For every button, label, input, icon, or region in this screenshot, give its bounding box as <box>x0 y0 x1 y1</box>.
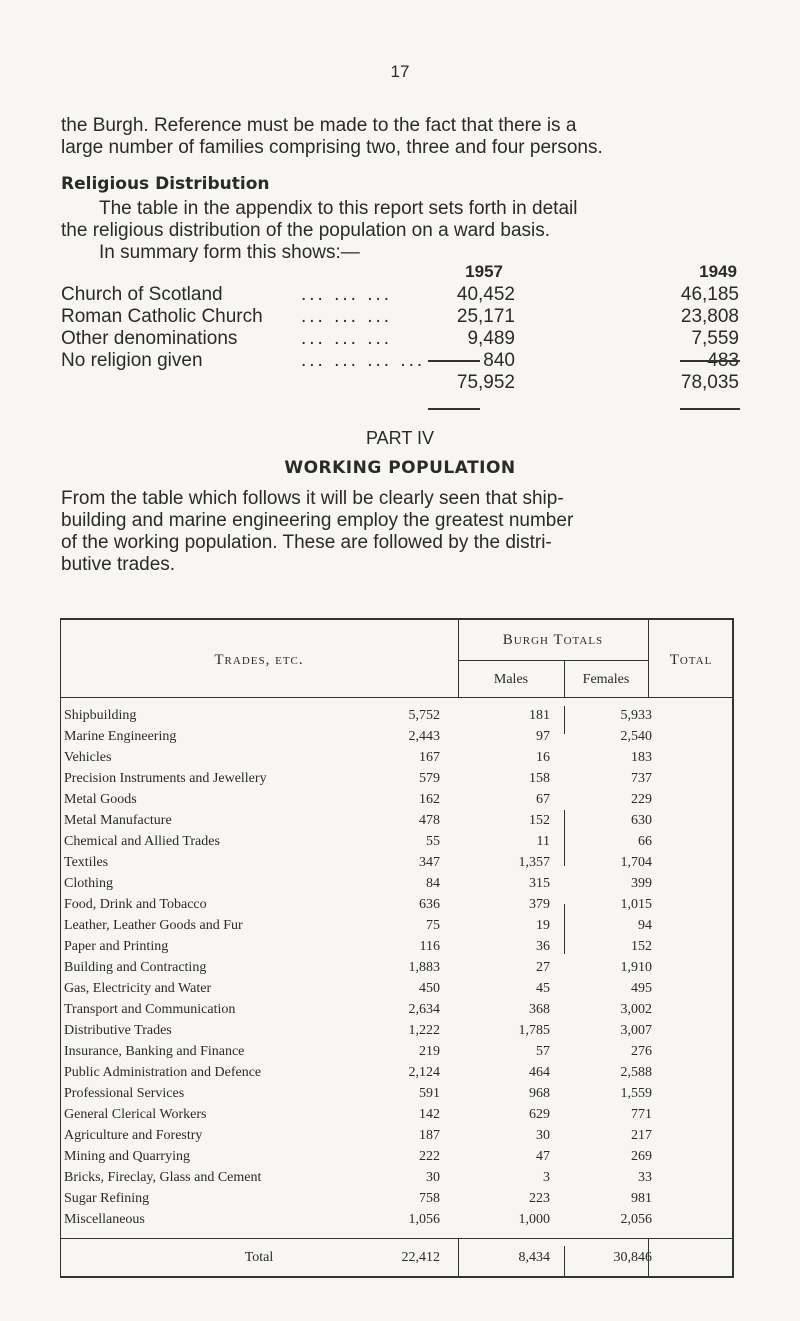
total-value: 399 <box>631 876 652 891</box>
males-value: 1,222 <box>408 1023 440 1038</box>
total-value: 3,007 <box>620 1023 652 1038</box>
intro-line-1: the Burgh. Reference must be made to the fact that there is a <box>61 115 577 136</box>
females-value: 45 <box>536 981 550 996</box>
religious-total-row <box>61 372 741 394</box>
trade-name: Paper and Printing <box>64 939 169 954</box>
females-value: 16 <box>536 750 550 765</box>
total-rule-1957 <box>428 408 480 410</box>
subtotal-rule-1957 <box>428 360 480 362</box>
trade-name: Textiles <box>64 855 109 870</box>
page-number: 17 <box>390 62 410 81</box>
total-value: 152 <box>631 939 652 954</box>
males-value: 84 <box>426 876 440 891</box>
males-value: 222 <box>419 1149 440 1164</box>
total-value: 269 <box>631 1149 652 1164</box>
males-value: 579 <box>419 771 440 786</box>
intro-line-2: large number of families comprising two, three and four persons. <box>61 137 603 158</box>
religious-heading: Religious Distribution <box>61 174 270 194</box>
trade-name: Shipbuilding <box>64 708 137 723</box>
table-total-row <box>60 1250 734 1269</box>
males-value: 167 <box>419 750 440 765</box>
males-value: 55 <box>426 834 440 849</box>
religious-text-2: the religious distribution of the population on a ward basis. <box>61 220 551 241</box>
religious-row <box>61 350 741 372</box>
trade-name: Chemical and Allied Trades <box>64 834 220 849</box>
part-subtitle: WORKING POPULATION <box>284 458 516 478</box>
females-value: 67 <box>536 792 550 807</box>
total-value: 5,933 <box>620 708 652 723</box>
total-value: 981 <box>631 1191 652 1206</box>
religious-label: Church of Scotland <box>61 284 223 305</box>
males-value: 591 <box>419 1086 440 1101</box>
males-value: 347 <box>419 855 440 870</box>
table-row <box>60 918 734 937</box>
table-row <box>60 939 734 958</box>
females-value: 47 <box>536 1149 550 1164</box>
religious-label: Roman Catholic Church <box>61 306 263 327</box>
females-value: 30 <box>536 1128 550 1143</box>
trade-name: Building and Contracting <box>64 960 207 975</box>
trade-name: Metal Manufacture <box>64 813 172 828</box>
table-row <box>60 750 734 769</box>
trade-name: Leather, Leather Goods and Fur <box>64 918 243 933</box>
table-row <box>60 1002 734 1021</box>
table-row <box>60 897 734 916</box>
females-value: 19 <box>536 918 550 933</box>
table-row <box>60 876 734 895</box>
trade-name: General Clerical Workers <box>64 1107 207 1122</box>
part-text-1: From the table which follows it will be clearly seen that ship- <box>61 488 564 509</box>
total-1949: 78,035 <box>680 372 739 393</box>
trade-name: Agriculture and Forestry <box>64 1128 203 1143</box>
part-text-4: butive trades. <box>61 554 176 575</box>
table-row <box>60 792 734 811</box>
table-row <box>60 1170 734 1189</box>
trade-name: Clothing <box>64 876 114 891</box>
trade-name: Miscellaneous <box>64 1212 145 1227</box>
table-top-border <box>60 618 734 620</box>
subtotal-rule-1949 <box>680 360 740 362</box>
males-value: 2,634 <box>408 1002 440 1017</box>
religious-label: Other denominations <box>61 328 238 349</box>
col-total-header: Total <box>669 652 713 668</box>
trade-name: Gas, Electricity and Water <box>64 981 212 996</box>
females-value: 1,000 <box>518 1212 550 1227</box>
total-all: 30,846 <box>613 1250 652 1265</box>
table-row <box>60 771 734 790</box>
total-1957: 75,952 <box>456 372 515 393</box>
table-row <box>60 813 734 832</box>
females-value: 3 <box>543 1170 550 1185</box>
table-row <box>60 708 734 727</box>
males-value: 116 <box>419 939 440 954</box>
total-value: 183 <box>631 750 652 765</box>
males-value: 142 <box>419 1107 440 1122</box>
females-value: 11 <box>536 834 550 849</box>
females-value: 368 <box>529 1002 550 1017</box>
value-1949: 23,808 <box>680 306 739 327</box>
part-title: PART IV <box>365 428 435 448</box>
table-row <box>60 1128 734 1147</box>
trade-name: Distributive Trades <box>64 1023 172 1038</box>
religious-text-1: The table in the appendix to this report sets forth in detail <box>99 198 578 219</box>
males-value: 2,124 <box>408 1065 440 1080</box>
col-1957: 1957 <box>465 262 503 281</box>
males-value: 75 <box>426 918 440 933</box>
leader-dots: ... ... ... <box>301 328 393 349</box>
value-1949: 483 <box>707 350 739 371</box>
col-trades-header: Trades, etc. <box>214 652 304 668</box>
col-females-header: Females <box>582 672 630 687</box>
table-row <box>60 855 734 874</box>
col-1949: 1949 <box>699 262 737 281</box>
header-bottom-rule <box>60 697 734 698</box>
table-row <box>60 1065 734 1084</box>
females-value: 464 <box>529 1065 550 1080</box>
total-value: 495 <box>631 981 652 996</box>
religious-row <box>61 284 741 306</box>
males-value: 162 <box>419 792 440 807</box>
col-males-header: Males <box>493 672 529 687</box>
trade-name: Public Administration and Defence <box>64 1065 262 1080</box>
religious-row <box>61 306 741 328</box>
table-row <box>60 1023 734 1042</box>
religious-column-headers <box>61 262 741 284</box>
trade-name: Precision Instruments and Jewellery <box>64 771 267 786</box>
trade-name: Transport and Communication <box>64 1002 236 1017</box>
total-value: 1,910 <box>620 960 652 975</box>
males-value: 187 <box>419 1128 440 1143</box>
trade-name: Food, Drink and Tobacco <box>64 897 207 912</box>
col-burgh-totals-header: Burgh Totals <box>502 632 604 648</box>
table-row <box>60 1107 734 1126</box>
part-text-3: of the working population. These are followed by the distri- <box>61 532 552 553</box>
females-value: 152 <box>529 813 550 828</box>
table-row <box>60 834 734 853</box>
leader-dots: ... ... ... <box>301 284 393 305</box>
total-value: 66 <box>638 834 652 849</box>
value-1957: 9,489 <box>467 328 515 349</box>
trade-name: Bricks, Fireclay, Glass and Cement <box>64 1170 262 1185</box>
females-value: 57 <box>536 1044 550 1059</box>
trade-name: Insurance, Banking and Finance <box>64 1044 245 1059</box>
table-row <box>60 981 734 1000</box>
total-rule-1949 <box>680 408 740 410</box>
religious-text-3: In summary form this shows:— <box>99 242 360 263</box>
table-row <box>60 1149 734 1168</box>
table-row <box>60 1044 734 1063</box>
females-value: 379 <box>529 897 550 912</box>
total-top-rule <box>60 1238 734 1239</box>
trade-name: Professional Services <box>64 1086 185 1101</box>
trade-name: Sugar Refining <box>64 1191 150 1206</box>
total-females: 8,434 <box>518 1250 550 1265</box>
trade-name: Marine Engineering <box>64 729 177 744</box>
total-value: 217 <box>631 1128 652 1143</box>
males-value: 219 <box>419 1044 440 1059</box>
females-value: 27 <box>536 960 550 975</box>
total-value: 2,056 <box>620 1212 652 1227</box>
total-value: 33 <box>638 1170 652 1185</box>
males-value: 758 <box>419 1191 440 1206</box>
table-row <box>60 1191 734 1210</box>
females-value: 36 <box>536 939 550 954</box>
males-value: 1,883 <box>408 960 440 975</box>
table-row <box>60 1086 734 1105</box>
total-value: 737 <box>631 771 652 786</box>
table-bottom-border <box>60 1276 734 1278</box>
males-value: 636 <box>419 897 440 912</box>
females-value: 315 <box>529 876 550 891</box>
total-value: 1,704 <box>620 855 652 870</box>
males-value: 450 <box>419 981 440 996</box>
part-text-2: building and marine engineering employ the greatest number <box>61 510 574 531</box>
value-1957: 840 <box>483 350 515 371</box>
males-value: 30 <box>426 1170 440 1185</box>
trade-name: Vehicles <box>64 750 112 765</box>
females-value: 158 <box>529 771 550 786</box>
total-label: Total <box>244 1250 274 1265</box>
value-1949: 46,185 <box>680 284 739 305</box>
females-value: 223 <box>529 1191 550 1206</box>
females-value: 97 <box>536 729 550 744</box>
females-value: 968 <box>529 1086 550 1101</box>
females-value: 629 <box>529 1107 550 1122</box>
religious-row <box>61 328 741 350</box>
total-value: 630 <box>631 813 652 828</box>
total-value: 2,540 <box>620 729 652 744</box>
females-value: 1,785 <box>518 1023 550 1038</box>
total-value: 3,002 <box>620 1002 652 1017</box>
males-value: 5,752 <box>408 708 440 723</box>
value-1957: 40,452 <box>456 284 515 305</box>
trade-name: Mining and Quarrying <box>64 1149 190 1164</box>
total-value: 1,015 <box>620 897 652 912</box>
table-row <box>60 1212 734 1231</box>
males-value: 1,056 <box>408 1212 440 1227</box>
males-value: 2,443 <box>408 729 440 744</box>
total-value: 771 <box>631 1107 652 1122</box>
leader-dots: ... ... ... ... <box>301 350 426 371</box>
value-1957: 25,171 <box>456 306 515 327</box>
value-1949: 7,559 <box>691 328 739 349</box>
total-value: 229 <box>631 792 652 807</box>
females-value: 181 <box>529 708 550 723</box>
total-value: 1,559 <box>620 1086 652 1101</box>
trades-table <box>60 618 734 1276</box>
total-males: 22,412 <box>401 1250 440 1265</box>
trade-name: Metal Goods <box>64 792 137 807</box>
burgh-subheader-rule <box>458 660 648 661</box>
females-value: 1,357 <box>518 855 550 870</box>
table-row <box>60 729 734 748</box>
leader-dots: ... ... ... <box>301 306 393 327</box>
total-value: 94 <box>638 918 652 933</box>
total-value: 276 <box>631 1044 652 1059</box>
total-value: 2,588 <box>620 1065 652 1080</box>
males-value: 478 <box>419 813 440 828</box>
religious-label: No religion given <box>61 350 203 371</box>
table-row <box>60 960 734 979</box>
